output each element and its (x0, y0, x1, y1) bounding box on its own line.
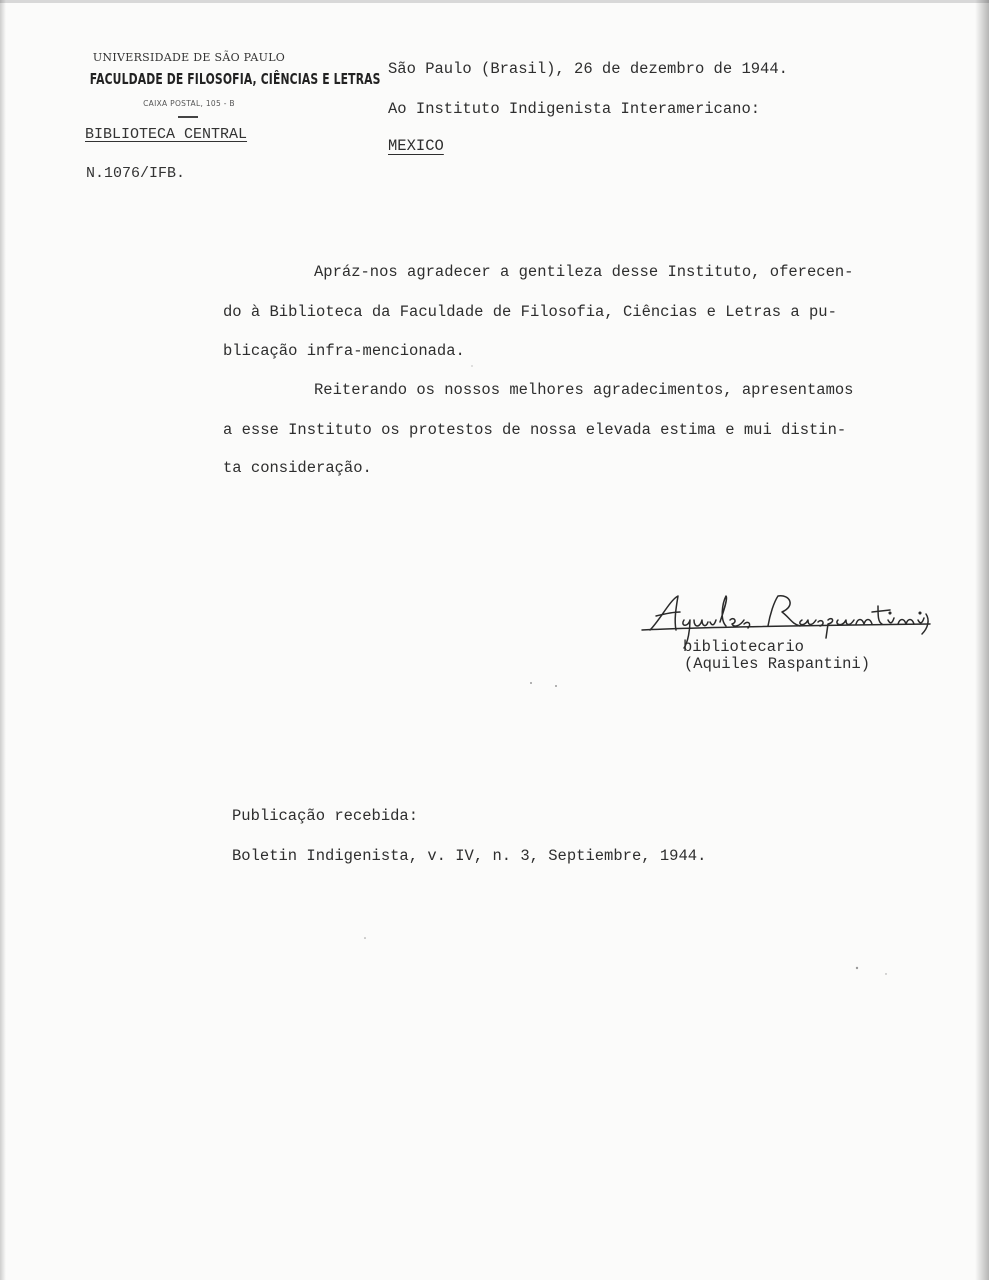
publication-label: Publicação recebida: (232, 807, 419, 825)
signatory-name: (Aquiles Raspantini) (684, 655, 871, 673)
letterhead-library: BIBLIOTECA CENTRAL (85, 126, 248, 143)
signatory-title: bibliotecario (683, 638, 804, 656)
body-line: a esse Instituto os protestos de nossa elevada estima e mui distin- (223, 421, 847, 439)
body-line: Reiterando os nossos melhores agradecimentos, apresentamos (314, 381, 854, 399)
body-line: blicação infra-mencionada. (223, 342, 465, 360)
date-line: São Paulo (Brasil), 26 de dezembro de 1944. (388, 60, 788, 78)
letterhead-caixa-postal: CAIXA POSTAL, 105 - B (143, 99, 235, 108)
addressee-country: MEXICO (388, 137, 444, 155)
body-line: Apráz-nos agradecer a gentileza desse Instituto, oferecen- (314, 263, 854, 281)
body-line: do à Biblioteca da Faculdade de Filosofia, Ciências e Letras a pu- (223, 303, 837, 321)
body-line: ta consideração. (223, 459, 372, 477)
letter-reference-number: N.1076/IFB. (86, 165, 186, 182)
letterhead-university: UNIVERSIDADE DE SÃO PAULO (92, 51, 286, 64)
letterhead-faculty: FACULDADE DE FILOSOFIA, CIÊNCIAS E LETRAS (89, 70, 381, 88)
addressee-line: Ao Instituto Indigenista Interamericano: (388, 100, 761, 118)
publication-citation: Boletin Indigenista, v. IV, n. 3, Septiembre, 1944. (232, 847, 707, 865)
